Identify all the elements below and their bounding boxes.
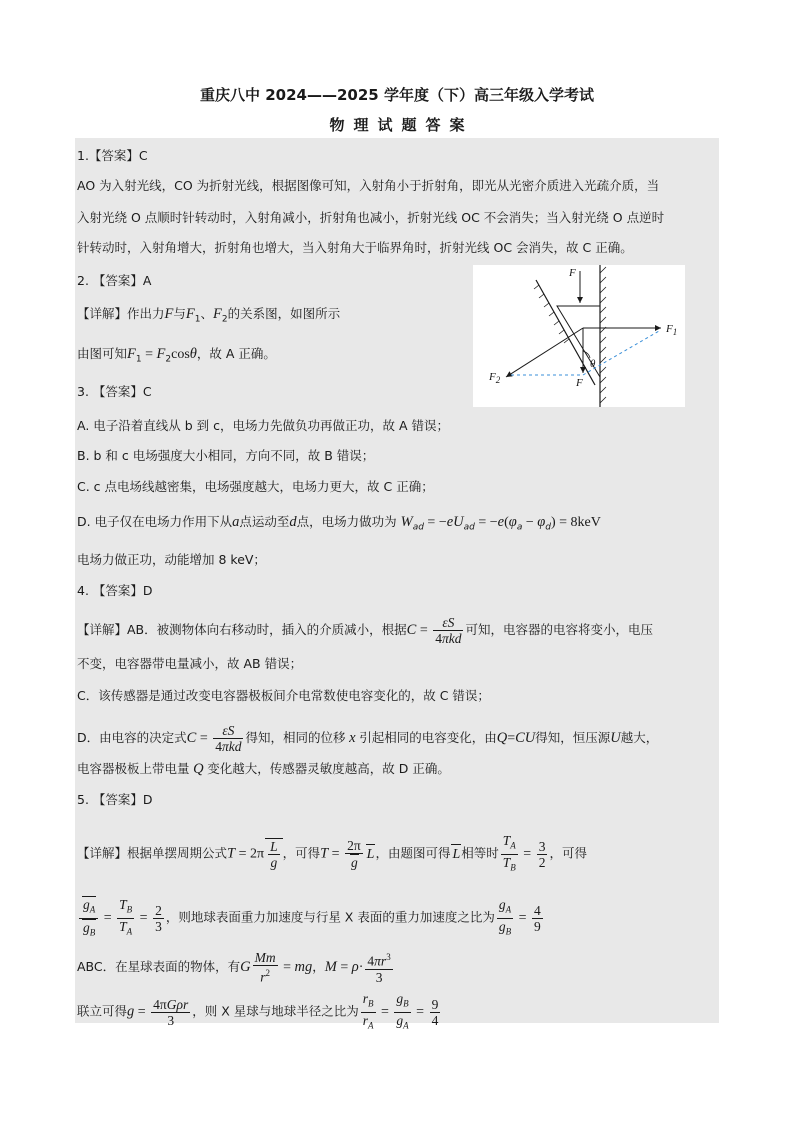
- label-f2: $F_2$: [489, 371, 501, 386]
- q4-ab-line-2: 不变，电容器带电量减小，故 AB 错误；: [77, 656, 303, 671]
- q3-answer-head: 3. 【答案】C: [77, 384, 152, 399]
- q4-option-d: D．由电容的决定式C = $\frac{\varepsilon S}{\text{4πkd}}$ 得知，相同的位移 x 引起相同的电容变化，由Q=CU得知，恒压源U越大，: [77, 723, 659, 754]
- q3-option-b: B. b 和 c 电场强度大小相同，方向不同，故 B 错误；: [77, 448, 375, 463]
- q3-option-c: C. c 点电场线越密集，电场强度越大，电场力更大，故 C 正确；: [77, 479, 434, 494]
- q2-answer-head: 2. 【答案】A: [77, 273, 152, 288]
- q5-abc-line: ABC．在星球表面的物体，有G $\frac{Mm}{r^2}$ = mg，M = ρ· $\frac{4\pi r^3}{3}$: [77, 950, 391, 985]
- q4-ab-line-1: 【详解】AB．被测物体向右移动时，插入的介质减小，根据C = $\frac{\varepsilon S}{\text{4πkd}}$ 可知，电容器的电容将变小，电压: [77, 615, 653, 646]
- q5-final-line: 联立可得g = $\frac{\text{4πGρr}}{3}$ ，则 X 星球与地球半径之比为 $\frac{r_B}{r_A}$ = $\frac{g_B}{g_A}$ = $\frac{9}{4}$: [77, 991, 439, 1031]
- label-f-bottom: F: [576, 377, 583, 389]
- q1-explanation-line-2: 入射光绕 O 点顺时针转动时，入射角减小，折射角也减小，折射光线 OC 不会消失；当入射光绕 O 点逆时: [77, 210, 665, 225]
- q1-answer-head: 1.【答案】C: [77, 148, 148, 163]
- force-f2-arrow: [506, 328, 583, 377]
- q5-detail-line-2: $\frac{g_A}{g_B}$ = $\frac{T_B}{T_A}$ = $\frac{2}{3}$ ，则地球表面重力加速度与行星 X 表面的重力加速度之比为 $\frac{g_A}{g_B}$ = $\frac{4}{9}$: [77, 896, 545, 940]
- q2-conclusion: 由图可知$F_1 = F_2\cos\theta$，故 A 正确。: [77, 346, 276, 365]
- q3-option-d-tail: 电场力做正功，动能增加 8 keV；: [77, 552, 266, 567]
- wall-hatch: [600, 267, 606, 403]
- page-title: 重庆八中 2024——2025 学年度（下）高三年级入学考试: [200, 86, 594, 104]
- q1-explanation-line-3: 针转动时，入射角增大，折射角也增大，当入射角大于临界角时，折射光线 OC 会消失，故 C 正确。: [77, 240, 633, 255]
- incline-hatch: [534, 285, 569, 343]
- q2-detail: 【详解】作出力F与$F_1$、$F_2$的关系图，如图所示: [77, 306, 341, 325]
- q3-option-a: A. 电子沿着直线从 b 到 c，电场力先做负功再做正功，故 A 错误；: [77, 418, 450, 433]
- q3-option-d: D. 电子仅在电场力作用下从a点运动至d点，电场力做功为 $W_{ad} = -eU_{ad} = -e(\varphi_a - \varphi_d) = 8keV$: [77, 514, 601, 533]
- page-subtitle: 物理试题答案: [329, 116, 474, 134]
- q4-option-c: C．该传感器是通过改变电容器极板间介电常数使电容变化的，故 C 错误；: [77, 688, 490, 703]
- q4-answer-head: 4. 【答案】D: [77, 583, 153, 598]
- q5-detail-line-1: 【详解】根据单摆周期公式T = 2π $\frac{L}{g}$ ，可得T = $\frac{2\pi}{g}$ L，由题图可得 L相等时 $\frac{T_A}{T_B}$ = $\frac{3}{2}$ ，可得: [77, 833, 587, 873]
- label-f1: $F_1$: [666, 323, 678, 338]
- q5-answer-head: 5. 【答案】D: [77, 792, 153, 807]
- incline-line: [536, 280, 595, 385]
- q4-option-d-line-2: 电容器极板上带电量 Q 变化越大，传感器灵敏度越高，故 D 正确。: [77, 761, 450, 777]
- label-theta: θ: [590, 358, 596, 370]
- q2-force-diagram: [473, 265, 685, 407]
- q1-explanation-line-1: AO 为入射光线，CO 为折射光线，根据图像可知，入射角小于折射角，即光从光密介质进入光疏介质，当: [77, 178, 660, 193]
- label-f-top: F: [569, 267, 576, 279]
